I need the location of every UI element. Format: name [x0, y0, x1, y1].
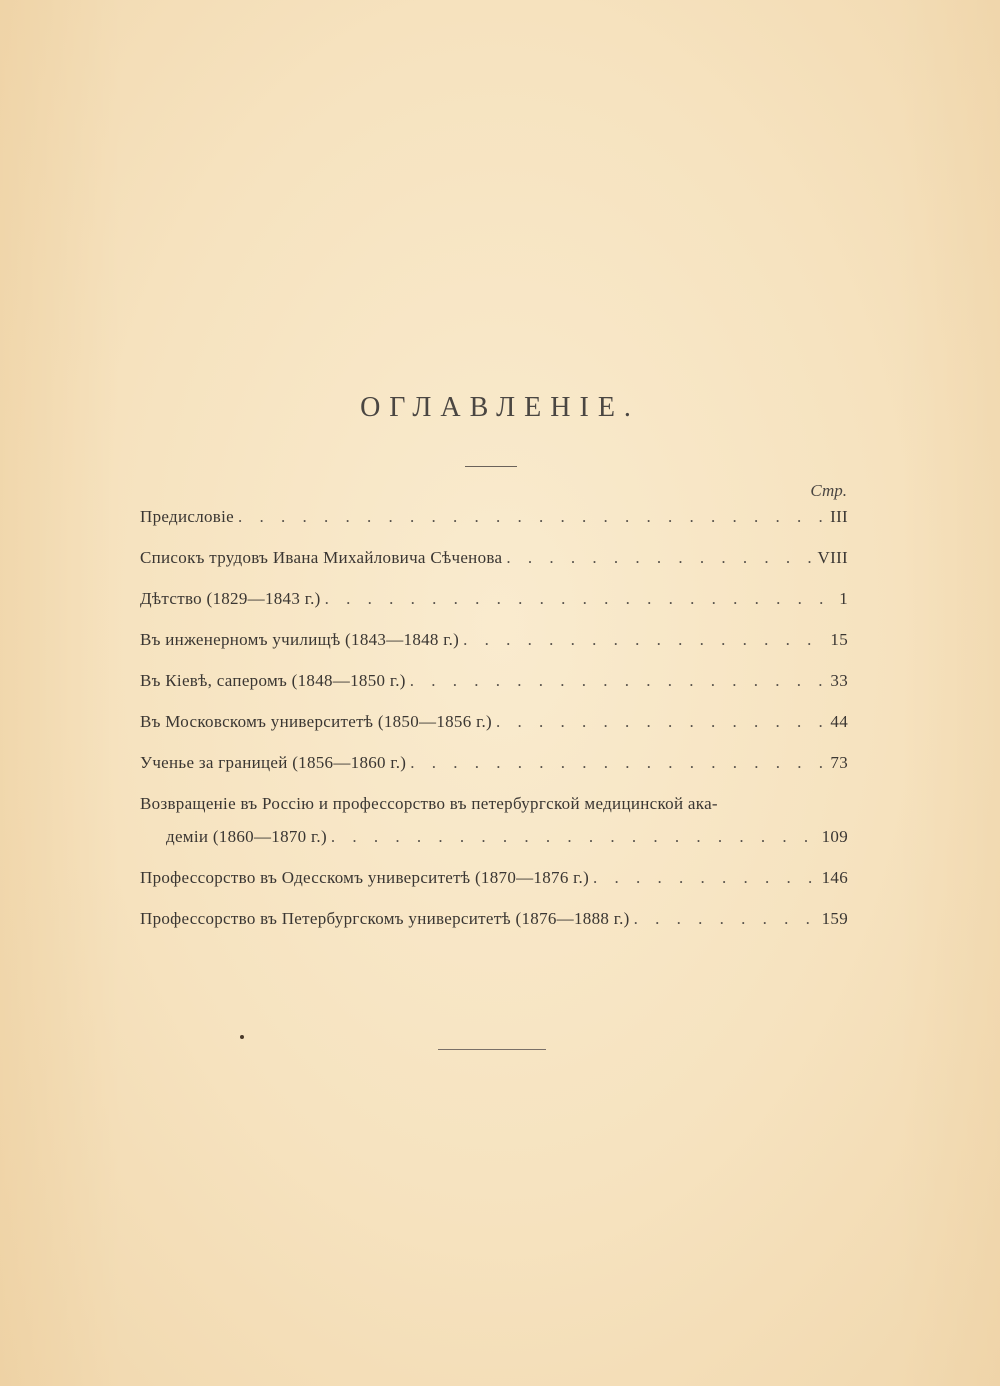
toc-entry-page: 159 — [821, 909, 848, 928]
end-divider — [438, 1049, 546, 1050]
page-title: ОГЛАВЛЕНІЕ. — [360, 392, 640, 423]
toc-entry — [140, 826, 848, 848]
toc-entry — [140, 506, 848, 528]
dot-leader — [410, 670, 825, 692]
page-column-header: Стр. — [810, 481, 847, 500]
toc-entry-label: Предисловіе — [140, 507, 234, 526]
toc-entry-page: 109 — [821, 827, 848, 846]
toc-entry-label: Профессорство въ Одесскомъ университетѣ (1870—1876 г.) — [140, 868, 590, 887]
toc-entry — [140, 670, 848, 692]
dot-leader — [410, 752, 824, 774]
toc-entry-label: Списокъ трудовъ Ивана Михайловича Сѣченова — [140, 548, 503, 567]
toc-entry — [140, 752, 848, 774]
toc-entry-page: III — [830, 507, 848, 526]
toc-entry-page: 44 — [830, 712, 848, 731]
ink-speck — [240, 1035, 244, 1039]
toc-entry-page: 1 — [839, 589, 848, 608]
toc-entry-page: 73 — [830, 753, 848, 772]
toc-entry — [140, 547, 848, 569]
dot-leader — [496, 711, 824, 733]
toc-entry — [140, 867, 848, 889]
dot-leader — [331, 826, 816, 848]
title-divider — [465, 466, 517, 467]
toc-entry-label: Ученье за границей (1856—1860 г.) — [140, 753, 407, 772]
dot-leader — [593, 867, 816, 889]
toc-entry-page: 15 — [830, 630, 848, 649]
dot-leader — [634, 908, 816, 930]
toc-entry-label-line2: деміи (1860—1870 г.) — [166, 827, 327, 846]
table-of-contents — [140, 506, 848, 930]
toc-entry-label: Въ инженерномъ училищѣ (1843—1848 г.) — [140, 630, 460, 649]
dot-leader — [463, 629, 824, 651]
toc-entry-page: 146 — [821, 868, 848, 887]
toc-entry — [140, 908, 848, 930]
toc-entry — [140, 711, 848, 733]
toc-entry — [140, 588, 848, 610]
dot-leader — [238, 506, 824, 528]
dot-leader — [506, 547, 811, 569]
toc-entry-label: Въ Кіевѣ, саперомъ (1848—1850 г.) — [140, 671, 406, 690]
toc-entry-label-line1: Возвращеніе въ Россію и профессорство въ петербургской медицинской ака- — [140, 794, 718, 813]
toc-entry-label: Дѣтство (1829—1843 г.) — [140, 589, 321, 608]
toc-entry — [140, 629, 848, 651]
dot-leader — [325, 588, 834, 610]
toc-entry-label: Профессорство въ Петербургскомъ университетѣ (1876—1888 г.) — [140, 909, 630, 928]
toc-entry-page: 33 — [830, 671, 848, 690]
toc-entry-label: Въ Московскомъ университетѣ (1850—1856 г.) — [140, 712, 492, 731]
toc-entry-page: VIII — [817, 548, 848, 567]
